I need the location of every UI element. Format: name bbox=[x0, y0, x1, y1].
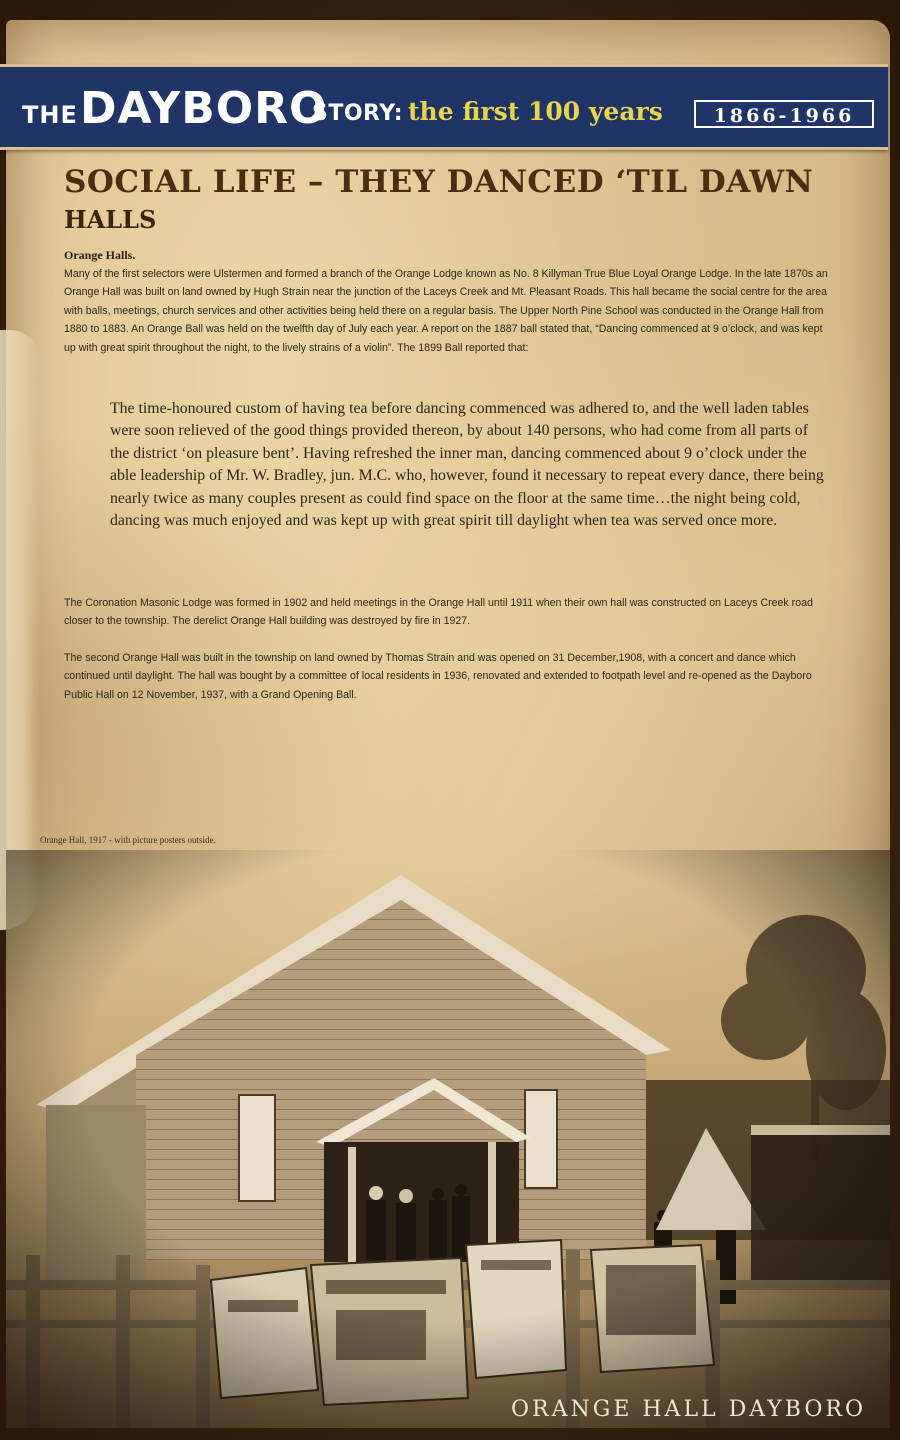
banner-story: STORY: bbox=[312, 101, 404, 126]
banner-the: THE bbox=[22, 101, 78, 129]
banner-years-box: 1866-1966 bbox=[694, 100, 874, 128]
block-quote-1899-ball: The time-honoured custom of having tea before dancing commenced was adhered to, and the well laden tables were soon relieved of the good things provided thereon, by about 140 persons, who had come from all parts of the district ‘on pleasure bent’. Having refreshed the inner man, dancing commenced about 9 o’clock under the able leadership of Mr. W. Bradley, jun. M.C. who, however, found it necessary to repeat every dance, there being nearly twice as many couples present as could find space on the floor at the same time…the night being cold, dancing was much enjoyed and was kept up with great spirit till daylight when tea was served once more. bbox=[110, 400, 824, 530]
subsection-heading: Orange Halls. bbox=[64, 248, 136, 262]
orange-hall-photo bbox=[6, 850, 890, 1428]
paragraph-masonic-lodge: The Coronation Masonic Lodge was formed in 1902 and held meetings in the Orange Hall until 1911 when their own hall was constructed on Laceys Creek road closer to the township. The derelict Orange Hall building was destroyed by fire in 1927. bbox=[64, 597, 813, 628]
header-banner bbox=[0, 64, 888, 150]
paragraph-orange-halls: Many of the first selectors were Ulstermen and formed a branch of the Orange Lodge known as No. 8 Killyman True Blue Loyal Orange Lodge. In the late 1870s an Orange Hall was built on land owned by Hugh Strain near the junction of the Laceys Creek and Mt. Pleasant Roads. This hall became the social centre for the area with balls, meetings, church services and other activities being held there on a regular basis. The Upper North Pine School was conducted in the Orange Hall from 1880 to 1883. An Orange Ball was held on the twelfth day of July each year. A report on the 1887 ball stated that, “Dancing commenced at 9 o’clock, and was kept up with great spirit throughout the night, to the lively strains of a violin”. The 1899 Ball reported that: bbox=[64, 268, 828, 354]
banner-brand: DAYBORO bbox=[80, 83, 328, 134]
page-title: SOCIAL LIFE – THEY DANCED ‘TIL DAWN bbox=[64, 164, 814, 200]
banner-subtitle: the first 100 years bbox=[408, 97, 663, 126]
paragraph-second-hall: The second Orange Hall was built in the township on land owned by Thomas Strain and was opened on 31 December,1908, with a concert and dance which continued until daylight. The hall was bought by a committee of local residents in 1936, renovated and extended to footpath level and re-opened as the Dayboro Public Hall on 12 November, 1937, with a Grand Opening Ball. bbox=[64, 652, 812, 701]
section-heading: HALLS bbox=[64, 205, 157, 234]
photo-inscription: ORANGE HALL DAYBORO bbox=[511, 1397, 867, 1422]
photo-caption: Orange Hall, 1917 - with picture posters outside. bbox=[40, 835, 216, 845]
torn-paper-edge bbox=[0, 330, 40, 930]
